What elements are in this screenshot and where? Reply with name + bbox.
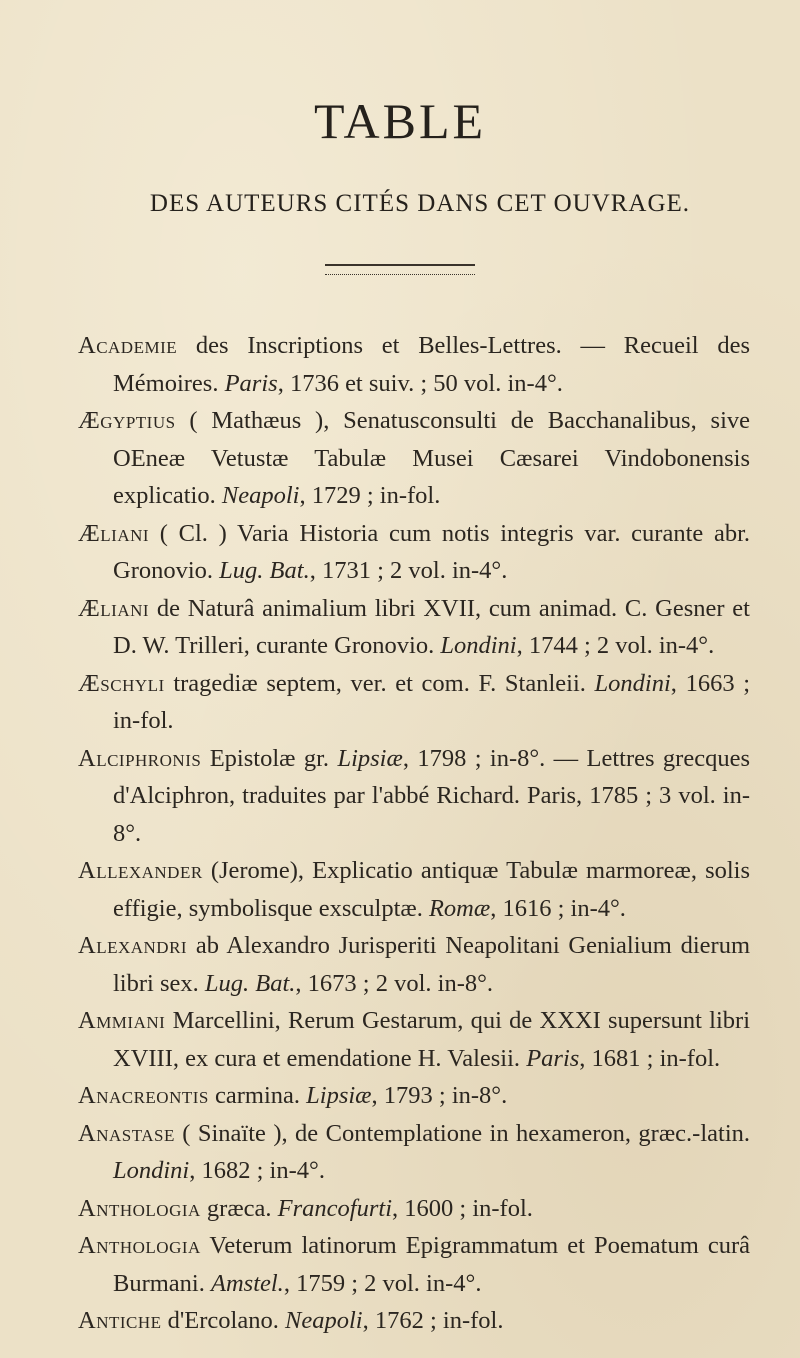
entry-text: ( Cl. ) Varia Historia cum notis integris var. curante abr. Gronovio. [113, 519, 750, 584]
entry-text: des Inscriptions et Belles-Lettres. — Recueil des Mémoires. [113, 332, 750, 397]
index-entry [78, 1190, 750, 1228]
index-entry [78, 590, 750, 665]
entry-text: Veterum latinorum Epigrammatum et Poematum curâ Burmani. [113, 1232, 750, 1297]
entry-place: Londini [440, 632, 517, 659]
entry-details: , 1616 ; in-4°. [490, 894, 626, 922]
index-entry [78, 402, 751, 515]
index-entry [78, 1077, 750, 1115]
entry-place: Lipsiæ [306, 1082, 372, 1109]
entry-text: carmina. [215, 1082, 307, 1109]
entry-text: ab Alexandro Jurisperiti Neapolitani Genialium dierum libri sex. [113, 932, 751, 997]
index-entry [78, 1227, 750, 1302]
entry-text: d'Ercolano. [167, 1307, 285, 1334]
entry-head: Allexander [78, 857, 203, 884]
entry-place: Londini [113, 1157, 190, 1184]
entry-place: Lug. Bat. [204, 969, 296, 997]
entry-place: Francofurti [277, 1194, 393, 1222]
index-entry [78, 852, 750, 927]
entry-text: de Naturâ animalium libri XVII, cum animad. C. Gesner et D. W. Trilleri, curante Gronovio. [113, 594, 750, 659]
entry-text: (Jerome), Explicatio antiquæ Tabulæ marmoreæ, solis effigie, symbolisque exsculptæ. [113, 857, 750, 922]
entry-place: Londini [594, 669, 671, 697]
index-entry [78, 515, 750, 590]
entry-head: Ammiani [78, 1007, 166, 1034]
entry-place: Lug. Bat. [219, 557, 310, 584]
entry-details: , 1762 ; in-fol. [362, 1307, 504, 1334]
entry-details: , 1793 ; in-8°. [371, 1082, 508, 1109]
entry-place: Romæ [428, 894, 491, 922]
entry-details: , 1600 ; in-fol. [392, 1194, 533, 1222]
index-entry [78, 327, 750, 402]
entry-details: , 1663 ; in-fol. [113, 669, 751, 734]
page-subtitle: DES AUTEURS CITÉS DANS CET OUVRAGE. [149, 190, 691, 217]
entry-place: Amstel. [211, 1269, 284, 1297]
entry-details: , 1798 ; in-8°. — Lettres grecques d'Alciphron, traduites par l'abbé Richard. Paris, 1785 ; 3 vol. in-8°. [113, 744, 751, 847]
entry-text: ( Sinaïte ), de Contemplatione in hexameron, græc.-latin. [182, 1119, 750, 1147]
entry-place: Neapoli [285, 1307, 363, 1334]
entry-head: Ægyptius [78, 407, 176, 434]
entry-head: Æschyli [78, 669, 165, 697]
index-entry [78, 740, 751, 853]
index-entry [78, 1002, 750, 1077]
entry-head: Alciphronis [78, 744, 202, 772]
entry-details: , 1744 ; 2 vol. in-4°. [516, 632, 715, 659]
entry-place: Paris [526, 1044, 580, 1072]
entry-text: Marcellini, Rerum Gestarum, qui de XXXI supersunt libri XVIII, ex cura et emendatione H. Valesii. [113, 1007, 750, 1072]
entry-head: Anthologia [78, 1232, 201, 1259]
index-entry [78, 665, 751, 740]
entry-details: , 1681 ; in-fol. [579, 1044, 721, 1072]
entry-head: Anacreontis [78, 1082, 209, 1109]
entry-place: Lipsiæ [337, 744, 403, 772]
author-index-list [0, 327, 800, 1340]
page-title: TABLE [313, 93, 487, 149]
entry-details: , 1682 ; in-4°. [189, 1157, 325, 1184]
entry-details: , 1729 ; in-fol. [299, 482, 441, 509]
entry-text: tragediæ septem, ver. et com. F. Stanleii. [173, 669, 595, 697]
entry-details: , 1736 et suiv. ; 50 vol. in-4°. [277, 369, 563, 397]
entry-text: græca. [206, 1194, 278, 1222]
entry-details: , 1731 ; 2 vol. in-4°. [309, 557, 508, 584]
index-entry [78, 1115, 750, 1190]
entry-head: Antiche [78, 1307, 162, 1334]
entry-text: Epistolæ gr. [209, 744, 338, 772]
entry-place: Neapoli [221, 482, 300, 509]
entry-details: , 1673 ; 2 vol. in-8°. [295, 969, 494, 997]
entry-head: Alexandri [78, 932, 188, 959]
entry-head: Anastase [78, 1119, 175, 1147]
entry-head: Anthologia [78, 1194, 201, 1222]
entry-text: ( Mathæus ), Senatusconsulti de Bacchanalibus, sive OEneæ Vetustæ Tabulæ Musei Cæsarei Vindobonensis explicatio. [113, 407, 751, 509]
index-entry [78, 927, 751, 1002]
entry-head: Æliani [78, 519, 150, 547]
index-entry [78, 1302, 750, 1340]
entry-details: , 1759 ; 2 vol. in-4°. [283, 1269, 482, 1297]
entry-head: Æliani [78, 594, 150, 622]
entry-head: Academie [78, 332, 178, 359]
ornamental-divider [325, 264, 475, 275]
entry-place: Paris [224, 369, 278, 397]
